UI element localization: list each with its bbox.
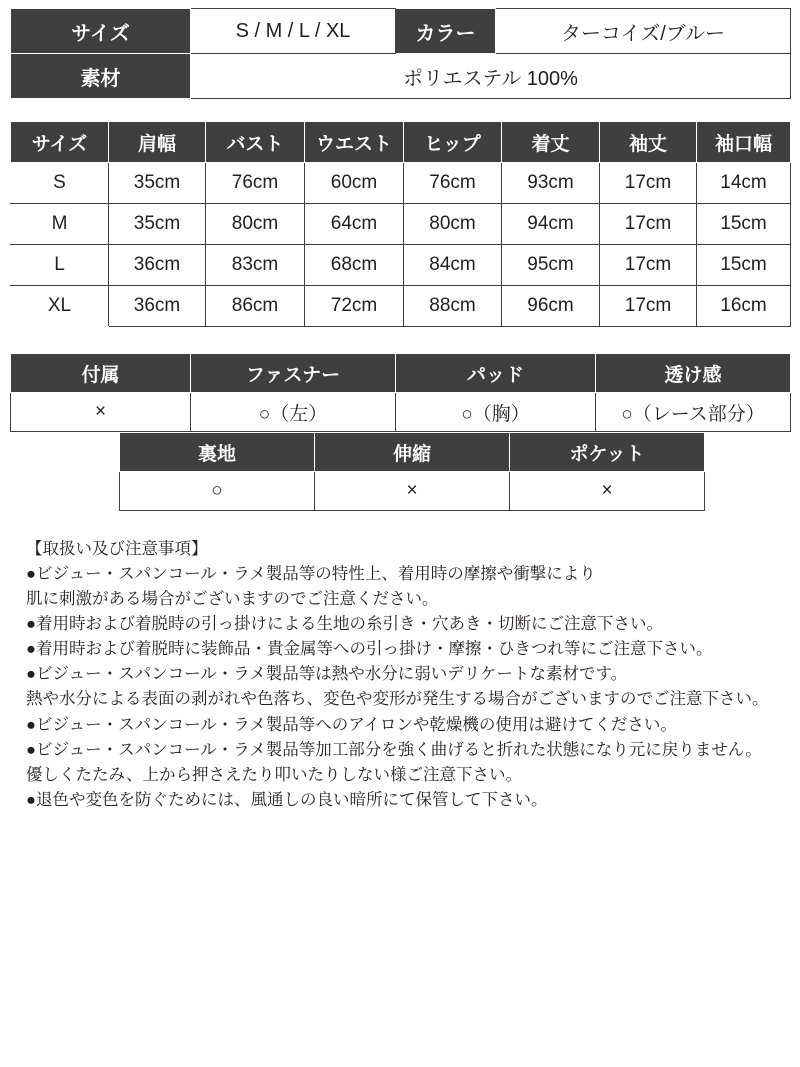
table-row: [11, 393, 791, 432]
attr-header-pocket: ポケット: [510, 433, 705, 472]
size-col-header: サイズ: [11, 122, 109, 163]
notes-line: ●ビジュー・スパンコール・ラメ製品等へのアイロンや乾燥機の使用は避けてください。: [26, 715, 677, 734]
size-cell: 60cm: [305, 163, 404, 204]
notes-line: ●ビジュー・スパンコール・ラメ製品等は熱や水分に弱いデリケートな素材です。: [26, 665, 628, 684]
size-cell: 86cm: [206, 286, 305, 327]
table-row: [11, 9, 791, 54]
spec-value-material: ポリエステル 100%: [191, 54, 791, 99]
size-cell: 83cm: [206, 245, 305, 286]
size-cell: 95cm: [502, 245, 600, 286]
size-cell: 17cm: [600, 204, 697, 245]
attr-value-lining: ○: [120, 472, 315, 511]
size-cell: 36cm: [109, 286, 206, 327]
spec-label-color: カラー: [396, 9, 496, 54]
notes-line: ●着用時および着脱時の引っ掛けによる生地の糸引き・穴あき・切断にご注意下さい。: [26, 615, 663, 634]
size-col-header: 着丈: [502, 122, 600, 163]
size-cell: 72cm: [305, 286, 404, 327]
table-row: [11, 54, 791, 99]
notes-line: 熱や水分による表面の剥がれや色落ち、変色や変形が発生する場合がございますのでご注意下さい。: [26, 690, 769, 709]
spec-table: [10, 8, 791, 99]
attr-header-sheerness: 透け感: [596, 354, 791, 393]
spec-value-size: S / M / L / XL: [191, 9, 396, 54]
size-cell: 36cm: [109, 245, 206, 286]
attributes-table-secondary: [119, 432, 705, 511]
attr-value-sheerness: ○（レース部分）: [596, 393, 791, 432]
size-cell: 88cm: [404, 286, 502, 327]
attr-header-accessory: 付属: [11, 354, 191, 393]
size-row-label: M: [11, 204, 109, 245]
table-row: [120, 472, 705, 511]
size-row-label: L: [11, 245, 109, 286]
table-row: [11, 163, 791, 204]
size-cell: 76cm: [404, 163, 502, 204]
size-cell: 16cm: [697, 286, 791, 327]
attr-value-stretch: ×: [315, 472, 510, 511]
notes-line: ●着用時および着脱時に装飾品・貴金属等への引っ掛け・摩擦・ひきつれ等にご注意下さい。: [26, 640, 713, 659]
size-cell: 35cm: [109, 204, 206, 245]
size-cell: 84cm: [404, 245, 502, 286]
notes-line: 肌に刺激がある場合がございますのでご注意ください。: [26, 590, 439, 609]
table-header-row: [120, 433, 705, 472]
attr-header-zipper: ファスナー: [191, 354, 396, 393]
size-col-header: 肩幅: [109, 122, 206, 163]
size-cell: 80cm: [206, 204, 305, 245]
notes-line: ●退色や変色を防ぐためには、風通しの良い暗所にて保管して下さい。: [26, 790, 548, 809]
spec-value-color: ターコイズ/ブルー: [496, 9, 791, 54]
notes-title: 【取扱い及び注意事項】: [26, 540, 208, 558]
attr-value-zipper: ○（左）: [191, 393, 396, 432]
size-cell: 94cm: [502, 204, 600, 245]
notes-line: ●ビジュー・スパンコール・ラメ製品等の特性上、着用時の摩擦や衝撃により: [26, 565, 596, 584]
size-col-header: ウエスト: [305, 122, 404, 163]
spec-label-material: 素材: [11, 54, 191, 99]
notes-line: ●ビジュー・スパンコール・ラメ製品等加工部分を強く曲げると折れた状態になり元に戻りません。: [26, 740, 762, 759]
size-cell: 80cm: [404, 204, 502, 245]
attr-value-pad: ○（胸）: [396, 393, 596, 432]
table-row: [11, 286, 791, 327]
table-row: [11, 204, 791, 245]
table-header-row: [11, 354, 791, 393]
size-col-header: ヒップ: [404, 122, 502, 163]
size-cell: 14cm: [697, 163, 791, 204]
size-row-label: XL: [11, 286, 109, 327]
size-cell: 15cm: [697, 204, 791, 245]
size-cell: 15cm: [697, 245, 791, 286]
table-header-row: [11, 122, 791, 163]
size-cell: 64cm: [305, 204, 404, 245]
size-cell: 35cm: [109, 163, 206, 204]
size-cell: 17cm: [600, 163, 697, 204]
attr-header-lining: 裏地: [120, 433, 315, 472]
size-measurement-table: [10, 121, 791, 327]
size-col-header: 袖口幅: [697, 122, 791, 163]
spec-label-size: サイズ: [11, 9, 191, 54]
size-cell: 17cm: [600, 286, 697, 327]
attr-header-stretch: 伸縮: [315, 433, 510, 472]
size-cell: 96cm: [502, 286, 600, 327]
attr-value-pocket: ×: [510, 472, 705, 511]
size-cell: 93cm: [502, 163, 600, 204]
size-cell: 17cm: [600, 245, 697, 286]
size-cell: 68cm: [305, 245, 404, 286]
size-col-header: バスト: [206, 122, 305, 163]
notes-line: 優しくたたみ、上から押さえたり叩いたりしない様ご注意下さい。: [26, 765, 522, 784]
attr-header-pad: パッド: [396, 354, 596, 393]
attr-value-accessory: ×: [11, 393, 191, 432]
size-cell: 76cm: [206, 163, 305, 204]
size-col-header: 袖丈: [600, 122, 697, 163]
size-row-label: S: [11, 163, 109, 204]
care-instructions: [10, 537, 790, 813]
table-row: [11, 245, 791, 286]
attributes-table-primary: [10, 353, 791, 432]
